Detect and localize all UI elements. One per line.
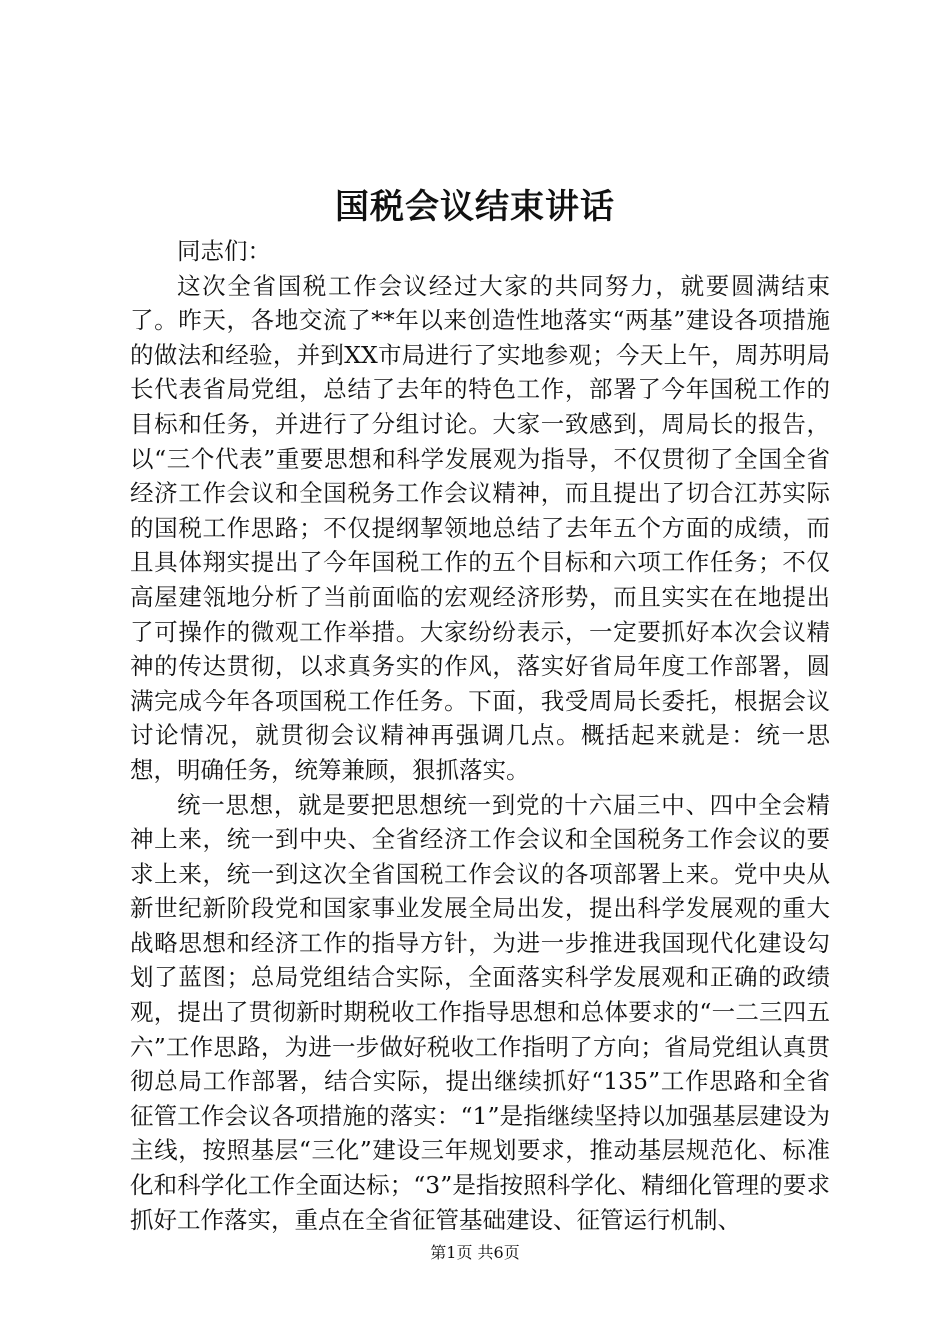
document-body: [130, 234, 830, 1237]
paragraph-1: 这次全省国税工作会议经过大家的共同努力，就要圆满结束了。昨天，各地交流了**年以来创造性地落实“两基”建设各项措施的做法和经验，并到XX市局进行了实地参观；今天上午，周苏明局长代表省局党组，总结了去年的特色工作，部署了今年国税工作的目标和任务，并进行了分组讨论。大家一致感到，周局长的报告，以“三个代表”重要思想和科学发展观为指导，不仅贯彻了全国全省经济工作会议和全国税务工作会议精神，而且提出了切合江苏实际的国税工作思路；不仅提纲挈领地总结了去年五个方面的成绩，而且具体翔实提出了今年国税工作的五个目标和六项工作任务；不仅高屋建瓴地分析了当前面临的宏观经济形势，而且实实在在地提出了可操作的微观工作举措。大家纷纷表示，一定要抓好本次会议精神的传达贯彻，以求真务实的作风，落实好省局年度工作部署，圆满完成今年各项国税工作任务。下面，我受周局长委托，根据会议讨论情况，就贯彻会议精神再强调几点。概括起来就是：统一思想，明确任务，统筹兼顾，狠抓落实。: [130, 271, 830, 784]
salutation: 同志们：: [177, 237, 271, 265]
paragraph-2: 统一思想，就是要把思想统一到党的十六届三中、四中全会精神上来，统一到中央、全省经济工作会议和全国税务工作会议的要求上来，统一到这次全省国税工作会议的各项部署上来。党中央从新世纪新阶段党和国家事业发展全局出发，提出科学发展观的重大战略思想和经济工作的指导方针，为进一步推进我国现代化建设勾划了蓝图；总局党组结合实际，全面落实科学发展观和正确的政绩观，提出了贯彻新时期税收工作指导思想和总体要求的“一二三四五六”工作思路，为进一步做好税收工作指明了方向；省局党组认真贯彻总局工作部署，结合实际，提出继续抓好“135”工作思路和全省征管工作会议各项措施的落实：“1”是指继续坚持以加强基层建设为主线，按照基层“三化”建设三年规划要求，推动基层规范化、标准化和科学化工作全面达标；“3”是指按照科学化、精细化管理的要求抓好工作落实，重点在全省征管基础建设、征管运行机制、: [130, 790, 830, 1234]
page-number-footer: 第1页 共6页: [430, 1243, 520, 1262]
document-title: 国税会议结束讲话: [335, 187, 615, 227]
